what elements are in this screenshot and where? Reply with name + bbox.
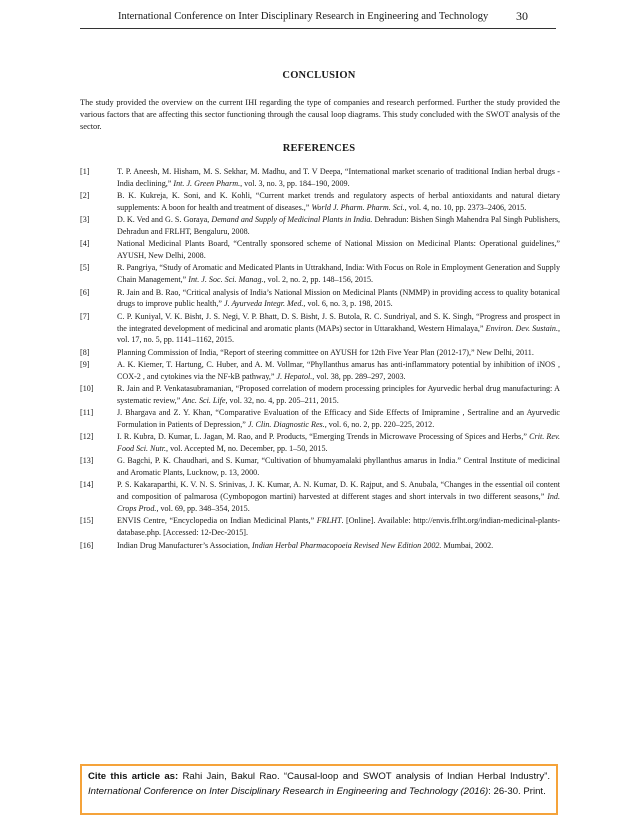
reference-text bbox=[117, 287, 560, 311]
reference-number: [2] bbox=[80, 191, 90, 201]
references-heading: REFERENCES bbox=[282, 143, 356, 154]
reference-number: [5] bbox=[80, 263, 90, 273]
reference-item bbox=[80, 479, 560, 515]
reference-authors-title: R. Pangriya, “Study of Aromatic and Medicated Plants in Uttrakhand, India: With Focus on Role in Employment Generation and Supply Chain Management,” bbox=[117, 263, 560, 285]
reference-item bbox=[80, 238, 560, 262]
reference-source: Anc. Sci. Life bbox=[182, 395, 226, 405]
reference-details: , vol. 6, no. 2, pp. 220–225, 2012. bbox=[324, 420, 435, 429]
reference-authors-title: Indian Drug Manufacturer’s Association, bbox=[117, 540, 252, 550]
reference-text bbox=[117, 383, 560, 407]
reference-details: , vol. 69, pp. 348–354, 2015. bbox=[156, 504, 250, 514]
reference-authors-title: B. K. Kukreja, K. Soni, and K. Kohli, “Current market trends and regulatory aspects of herbal antioxidants and natural dietary supplements: A boon for health and treatment of diseases.,” bbox=[117, 191, 560, 213]
reference-source: J. Hepatol. bbox=[276, 371, 313, 381]
reference-source: Int. J. Soc. Sci. Manag. bbox=[188, 275, 264, 285]
reference-item bbox=[80, 166, 560, 190]
reference-details: , vol. 32, no. 4, pp. 205–211, 2015. bbox=[225, 395, 339, 405]
reference-details: Mumbai, 2002. bbox=[441, 540, 494, 550]
reference-authors-title: T. P. Aneesh, M. Hisham, M. S. Sekhar, M. Madhu, and T. V Deepa, “International market scenario of traditional Indian herbal drugs - India declining,” bbox=[117, 167, 560, 188]
reference-number: [11] bbox=[80, 408, 94, 418]
reference-text bbox=[117, 214, 560, 238]
reference-item bbox=[80, 214, 560, 238]
reference-number: [8] bbox=[80, 347, 90, 357]
reference-details: . [Online]. Available: http://envis.frlht.org/indian-medicinal-plants-database.php. [Accessed: 12-Dec-2015]. bbox=[117, 516, 560, 538]
reference-item bbox=[80, 190, 560, 214]
reference-source: FRLHT bbox=[316, 516, 342, 526]
reference-authors-title: A. K. Kiemer, T. Hartung, C. Huber, and A. M. Vollmar, “Phyllanthus amarus has anti-inflammatory potential by inhibition of iNOS , COX-2 , and cytokines via the NF-kB pathway,” bbox=[117, 359, 560, 381]
reference-text bbox=[117, 166, 560, 190]
reference-authors-title: G. Bagchi, P. K. Chaudhari, and S. Kumar, “Cultivation of bhumyamalaki phyllanthus amarus in India.” Central Institute of medicinal and Aromatic Plants, Lucknow, p. 13, 2000. bbox=[117, 456, 560, 478]
reference-item bbox=[80, 540, 560, 552]
reference-item bbox=[80, 431, 560, 455]
reference-number: [15] bbox=[80, 516, 94, 526]
citation-label: Cite this article as: bbox=[88, 771, 179, 782]
page-number: 30 bbox=[516, 9, 528, 23]
reference-details: , vol. 2, no. 2, pp. 148–156, 2015. bbox=[263, 275, 374, 285]
reference-source: Demand and Supply of Medicinal Plants in India. bbox=[211, 215, 373, 225]
reference-authors-title: Planning Commission of India, “Report of steering committee on AYUSH for 12th Five Year Plan (2012-17),” New Delhi, 2011. bbox=[117, 347, 534, 357]
reference-source: J. Clin. Diagnostic Res. bbox=[247, 420, 325, 429]
reference-authors-title: J. Bhargava and Z. Y. Khan, “Comparative Evaluation of the Efficacy and Side Effects of Imipramine , Sertraline and an Ayurvedic Formulation in Patients of Depression,” bbox=[117, 408, 560, 429]
reference-authors-title: I. R. Kubra, D. Kumar, L. Jagan, M. Rao, and P. Products, “Emerging Trends in Microwave Processing of Spices and Herbs,” bbox=[117, 432, 530, 442]
conclusion-paragraph: The study provided the overview on the current IHI regarding the type of companies and research performed. Further the study provided the various factors that are affecting this sector functioning through the causal loop diagrams. This study concluded with the SWOT analysis of the sector. bbox=[80, 98, 560, 132]
reference-text bbox=[117, 540, 560, 552]
reference-item bbox=[80, 262, 560, 286]
reference-text bbox=[117, 479, 560, 515]
reference-item bbox=[80, 383, 560, 407]
reference-authors-title: C. P. Kuniyal, V. K. Bisht, J. S. Negi, V. P. Bhatt, D. S. Bisht, J. S. Butola, R. C. Sundriyal, and S. K. Singh, “Progress and prospect in the integrated development of medicinal and aromatic plants (MAPs) sector in Uttarakhand, Western Himalaya,” bbox=[117, 311, 560, 333]
reference-number: [6] bbox=[80, 287, 90, 297]
reference-details: , vol. Accepted M, no. December, pp. 1–50, 2015. bbox=[166, 444, 328, 454]
reference-text bbox=[117, 359, 560, 383]
reference-authors-title: ENVIS Centre, “Encyclopedia on Indian Medicinal Plants,” bbox=[117, 516, 317, 526]
reference-details: , vol. 3, no. 3, pp. 184–190, 2009. bbox=[240, 178, 350, 188]
header-divider bbox=[80, 28, 556, 29]
reference-item bbox=[80, 455, 560, 479]
reference-source: Indian Herbal Pharmacopoeia Revised New Edition 2002. bbox=[251, 540, 442, 550]
reference-text bbox=[117, 515, 560, 539]
reference-details: , vol. 38, pp. 289–297, 2003. bbox=[312, 371, 406, 381]
reference-number: [13] bbox=[80, 456, 94, 466]
reference-number: [7] bbox=[80, 311, 90, 321]
reference-source: Ind. Crops Prod. bbox=[117, 492, 560, 514]
reference-authors-title: P. S. Kakaraparthi, K. V. N. S. Srinivas, J. K. Kumar, A. N. Kumar, D. K. Rajput, and S. Anubala, “Changes in the essential oil content and composition of palmarosa (Cymbopogon martini) harvested at different stages and short intervals in two different seasons,” bbox=[117, 480, 560, 502]
reference-details: , vol. 6, no. 3, p. 198, 2015. bbox=[303, 299, 393, 309]
reference-number: [10] bbox=[80, 383, 94, 393]
reference-number: [16] bbox=[80, 540, 94, 550]
reference-text bbox=[117, 311, 560, 347]
reference-text bbox=[117, 347, 560, 359]
reference-authors-title: R. Jain and P. Venkatasubramanian, “Proposed correlation of modern processing principles for Ayurvedic herbal drug manufacturing: A systematic review,” bbox=[117, 383, 560, 405]
reference-number: [4] bbox=[80, 239, 90, 249]
citation-pages: : 26-30. Print. bbox=[488, 786, 546, 797]
reference-number: [3] bbox=[80, 215, 90, 225]
reference-authors-title: R. Jain and B. Rao, “Critical analysis of India’s National Mission on Medicinal Plants (NMMP) in providing access to quality botanical drugs to improve public health,” bbox=[117, 287, 560, 309]
reference-number: [1] bbox=[80, 167, 90, 176]
reference-source: Environ. Dev. Sustain. bbox=[485, 323, 558, 333]
conference-title: International Conference on Inter Disciplinary Research in Engineering and Technology bbox=[118, 11, 489, 22]
reference-item bbox=[80, 515, 560, 539]
reference-source: J. Ayurveda Integr. Med. bbox=[224, 299, 304, 309]
reference-details: , vol. 4, no. 10, pp. 2373–2406, 2015. bbox=[404, 203, 527, 213]
conclusion-heading: CONCLUSION bbox=[282, 70, 356, 81]
reference-source: Crit. Rev. Food Sci. Nutr. bbox=[117, 432, 560, 454]
reference-number: [9] bbox=[80, 359, 90, 369]
citation-text: Rahi Jain, Bakul Rao. “Causal-loop and SWOT analysis of Indian Herbal Industry”. bbox=[178, 771, 550, 782]
reference-text bbox=[117, 238, 560, 262]
reference-authors-title: National Medicinal Plants Board, “Centrally sponsored scheme of National Mission on Medicinal Plants: Operational guidelines,” AYUSH, New Delhi, 2008. bbox=[117, 239, 560, 261]
reference-text bbox=[117, 190, 560, 214]
reference-source: Int. J. Green Pharm. bbox=[173, 178, 241, 188]
citation-venue: International Conference on Inter Disciplinary Research in Engineering and Technology (2016) bbox=[88, 786, 489, 797]
reference-number: [14] bbox=[80, 480, 94, 490]
reference-authors-title: D. K. Ved and G. S. Goraya, bbox=[117, 215, 212, 225]
reference-text bbox=[117, 431, 560, 455]
reference-item bbox=[80, 287, 560, 311]
reference-text bbox=[117, 455, 560, 479]
reference-item bbox=[80, 359, 560, 383]
page-header bbox=[0, 8, 638, 26]
reference-details: , vol. 17, no. 5, pp. 1141–1162, 2015. bbox=[117, 323, 560, 345]
reference-item bbox=[80, 407, 560, 431]
citation-box bbox=[80, 764, 558, 815]
reference-item bbox=[80, 347, 560, 359]
reference-details: Dehradun: Bishen Singh Mahendra Pal Singh Publishers, Dehradun and FRLHT, Bengaluru, 2008. bbox=[117, 215, 560, 237]
reference-source: World J. Pharm. Pharm. Sci. bbox=[311, 203, 405, 213]
reference-list bbox=[80, 166, 560, 552]
reference-text bbox=[117, 407, 560, 431]
reference-text bbox=[117, 262, 560, 286]
reference-number: [12] bbox=[80, 432, 94, 442]
reference-item bbox=[80, 311, 560, 347]
